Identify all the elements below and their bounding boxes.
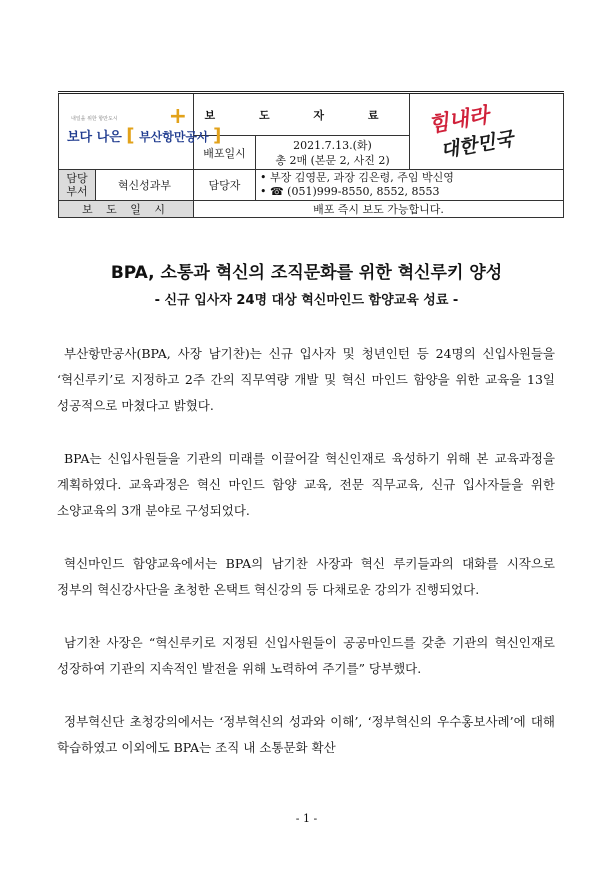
paragraph: 남기찬 사장은 “혁신루키로 지정된 신입사원들이 공공마인드를 갖춘 기관의 혁신인재로 성장하여 기관의 지속적인 발전을 위해 노력하여 주기를” 당부했다. [57,635,555,676]
release-date: 2021.7.13.(화) [293,138,372,152]
logo-block [59,93,222,170]
slogan-logo [410,93,564,170]
article-body [57,341,555,788]
logo-tagline: 내일을 위한 항만도시 [71,116,118,122]
contact-label: 담당자 [194,170,256,201]
logo-bracket-icon: [ [126,125,135,146]
busan-port-authority-logo [67,125,221,146]
slogan-line-1: 힘내라 [426,101,491,138]
contact-info [256,170,564,201]
contact-phone: • ☎ (051)999-8550, 8552, 8553 [260,185,440,198]
press-time-label: 보 도 일 시 [59,201,194,218]
headline: BPA, 소통과 혁신의 조직문화를 위한 혁신루키 양성 [110,263,503,283]
paragraph: BPA는 신입사원들을 기관의 미래를 이끌어갈 혁신인재로 육성하기 위해 본 교육과정을 계획하였다. 교육과정은 혁신 마인드 함양 교육, 전문 직무교육, 신규 입사자들을 위한 소양교육의 3개 분야로 구성되었다. [57,451,555,518]
page-count: 총 2매 (본문 2, 사진 2) [275,153,390,167]
press-release-header [58,91,564,218]
press-time-value: 배포 즉시 보도 가능합니다. [194,201,564,218]
slogan-line-2: 대한민국 [438,127,516,163]
document-title: 보 도 자 료 [194,93,410,136]
paragraph: 정부혁신단 초청강의에서는 ‘정부혁신의 성과와 이해’, ‘정부혁신의 우수홍보사례’에 대해 학습하였고 이외에도 BPA는 조직 내 소통문화 확산 [57,714,555,755]
contact-names: • 부장 김영문, 과장 김은령, 주임 박신영 [260,171,454,184]
release-date-block [256,136,410,170]
paragraph: 부산항만공사(BPA, 사장 남기찬)는 신규 입사자 및 청년인턴 등 24명의 신입사원들을 ‘혁신루키’로 지정하고 2주 간의 직무역량 개발 및 혁신 마인드 함양을 위한 교육을 13일 성공적으로 마쳤다고 밝혔다. [57,346,555,413]
subheadline: - 신규 입사자 24명 대상 혁신마인드 함양교육 성료 - [154,293,459,308]
page-number: - 1 - [295,812,318,825]
logo-main-text: 보다 나은 [67,130,122,145]
logo-bracket-icon: ] [213,125,222,146]
department-value: 혁신성과부 [96,170,194,201]
paragraph: 혁신마인드 함양교육에서는 BPA의 남기찬 사장과 혁신 루키들과의 대화를 시작으로 정부의 혁신강사단을 초청한 온택트 혁신강의 등 다채로운 강의가 진행되었다. [57,556,555,597]
plus-icon: + [168,104,187,129]
release-date-label: 배포일시 [194,136,256,170]
department-label: 담당 부서 [59,170,96,201]
logo-name-text: 부산항만공사 [139,130,209,144]
